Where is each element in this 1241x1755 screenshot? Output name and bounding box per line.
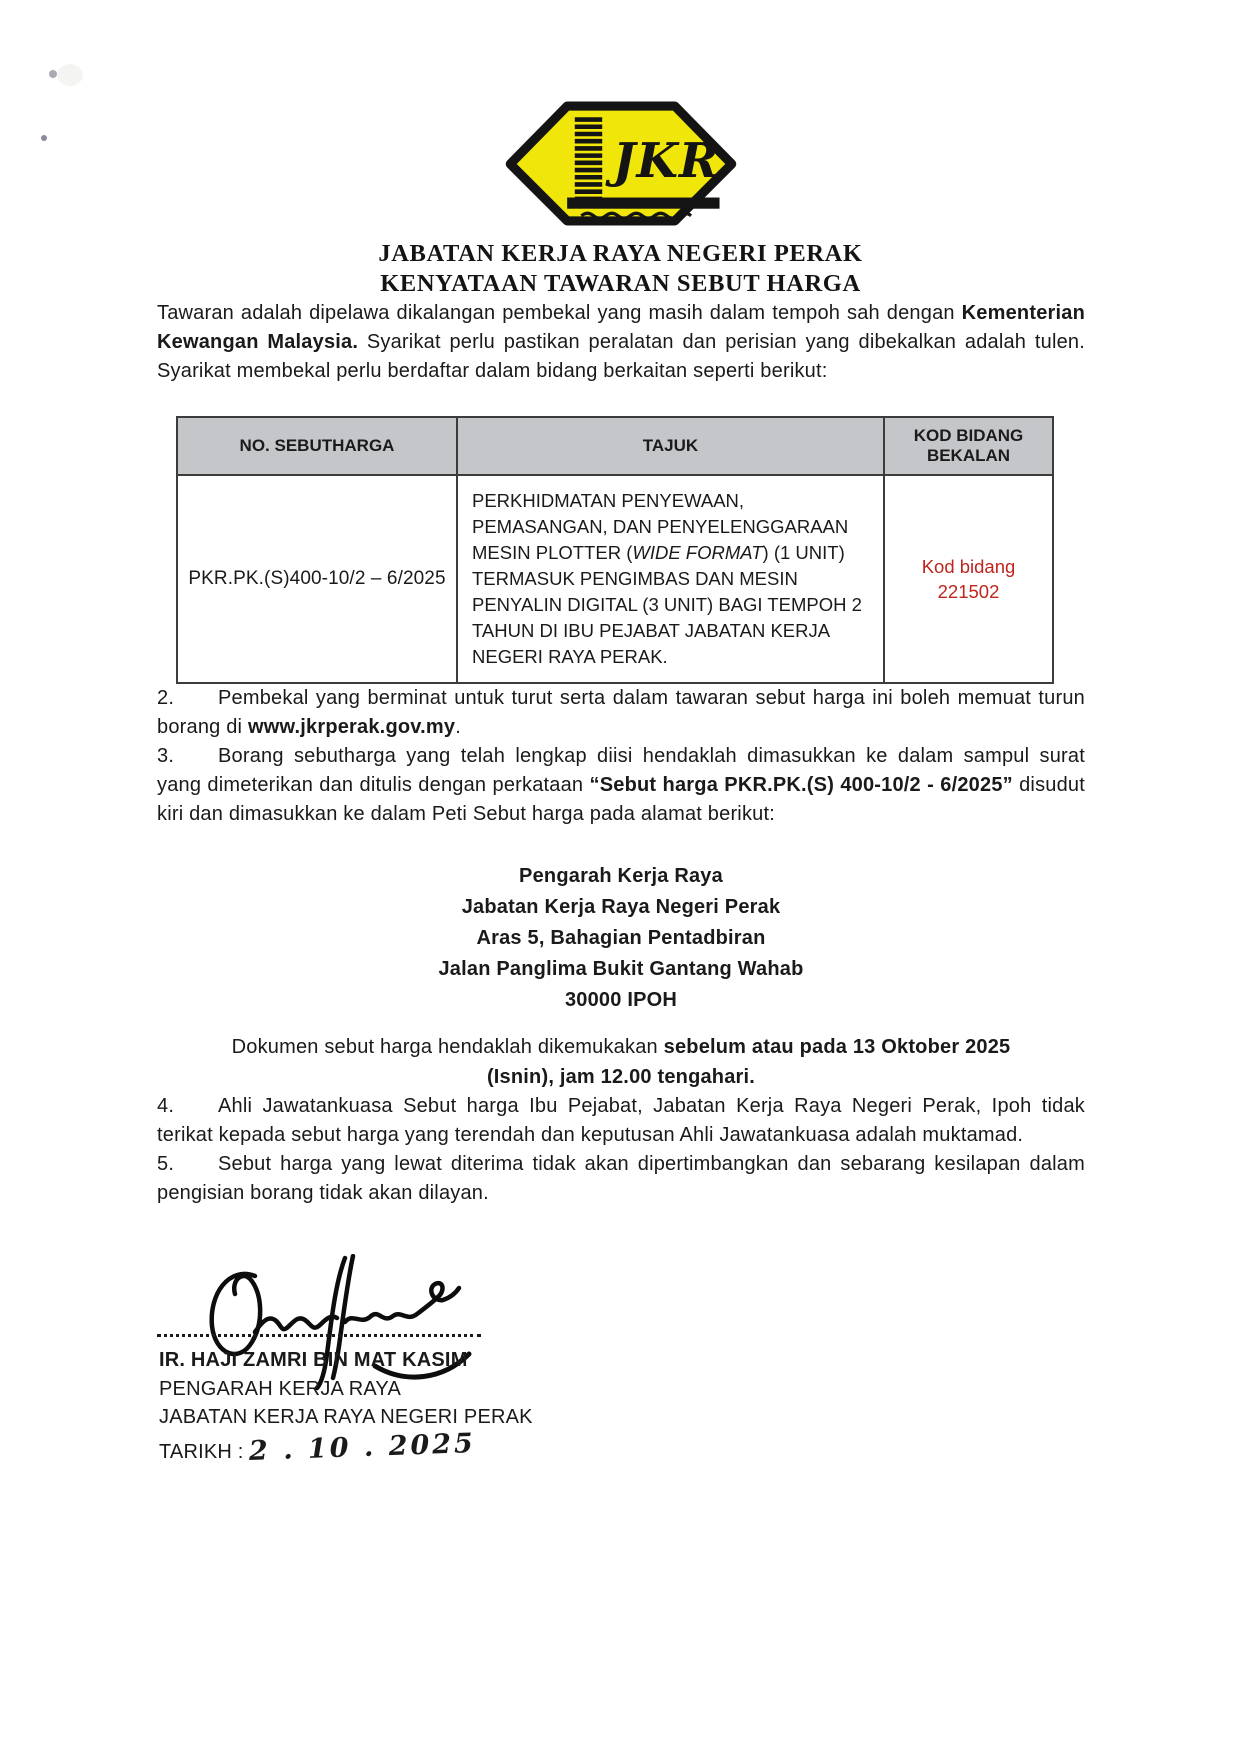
paragraph-number: 3. bbox=[157, 745, 175, 767]
deadline-date-bold: sebelum atau pada 13 Oktober 2025 bbox=[663, 1036, 1011, 1058]
website-url: www.jkrperak.gov.my bbox=[247, 716, 456, 738]
page-title-line1: JABATAN KERJA RAYA NEGERI PERAK bbox=[378, 240, 863, 267]
signatory-department: JABATAN KERJA RAYA NEGERI PERAK bbox=[159, 1406, 533, 1428]
address-block bbox=[157, 861, 1085, 1016]
intro-bold-ministry: Kementerian Kewangan Malaysia. bbox=[157, 302, 1085, 353]
tender-table bbox=[176, 416, 1054, 684]
logo-container bbox=[0, 0, 1241, 233]
address-line: Jalan Panglima Bukit Gantang Wahab bbox=[438, 958, 804, 980]
cell-tajuk bbox=[457, 475, 884, 683]
scan-speck bbox=[41, 135, 47, 141]
deadline-time-bold: (Isnin), jam 12.00 tengahari. bbox=[486, 1066, 756, 1088]
col-header-tajuk: TAJUK bbox=[457, 417, 884, 475]
paragraph-2 bbox=[157, 684, 1085, 742]
signatory-name: IR. HAJI ZAMRI BIN MAT KASIM bbox=[159, 1349, 468, 1371]
paragraph-text: disudut kiri dan dimasukkan ke dalam Peti Sebut harga pada alamat berikut: bbox=[157, 774, 1085, 825]
handwritten-date: 2 . 10 . 2025 bbox=[248, 1428, 477, 1467]
paragraph-5 bbox=[157, 1150, 1085, 1208]
kod-bidang-code: 221502 bbox=[937, 581, 1000, 602]
scan-speck bbox=[49, 70, 57, 78]
tajuk-italic-text: WIDE FORMAT bbox=[632, 542, 763, 563]
paragraph-text: Borang sebutharga yang telah lengkap diisi hendaklah dimasukkan ke dalam sampul surat yang dimeterikan dan ditulis dengan perkataan bbox=[157, 745, 1085, 796]
jkr-logo-icon bbox=[504, 100, 738, 228]
cell-no-sebutharga: PKR.PK.(S)400-10/2 – 6/2025 bbox=[177, 475, 457, 683]
intro-text: Tawaran adalah dipelawa dikalangan pembekal yang masih dalam tempoh sah dengan bbox=[157, 302, 962, 324]
address-line: Jabatan Kerja Raya Negeri Perak bbox=[461, 896, 781, 918]
paragraph-text: Ahli Jawatankuasa Sebut harga Ibu Pejabat, Jabatan Kerja Raya Negeri Perak, Ipoh tidak terikat kepada sebut harga yang terendah dan keputusan Ahli Jawatankuasa adalah muktamad. bbox=[157, 1095, 1085, 1146]
table-row bbox=[177, 475, 1053, 683]
deadline-text: Dokumen sebut harga hendaklah dikemukakan bbox=[231, 1036, 664, 1058]
address-line: Pengarah Kerja Raya bbox=[519, 865, 723, 887]
paragraph-4 bbox=[157, 1092, 1085, 1150]
date-label: TARIKH : bbox=[159, 1441, 244, 1463]
paragraph-number: 5. bbox=[157, 1153, 175, 1175]
deadline-note bbox=[157, 1032, 1085, 1092]
paragraph-text: . bbox=[455, 716, 461, 738]
intro-text: Syarikat perlu pastikan peralatan dan perisian yang dibekalkan adalah tulen. Syarikat membekal perlu berdaftar dalam bidang berkaitan seperti berikut: bbox=[157, 331, 1086, 382]
address-line: Aras 5, Bahagian Pentadbiran bbox=[476, 927, 766, 949]
document-title bbox=[0, 239, 1241, 299]
logo-base bbox=[567, 198, 719, 209]
address-line: 30000 IPOH bbox=[564, 989, 678, 1011]
signature-section bbox=[157, 1254, 1085, 1504]
document-body bbox=[0, 299, 1241, 1504]
col-header-kod-bidang: KOD BIDANG BEKALAN bbox=[884, 417, 1053, 475]
paragraph-text: Pembekal yang berminat untuk turut serta dalam tawaran sebut harga ini boleh memuat turun borang di bbox=[157, 687, 1085, 738]
table-header-row bbox=[177, 417, 1053, 475]
page-title-line2: KENYATAAN TAWARAN SEBUT HARGA bbox=[380, 270, 861, 297]
signature-dotted-line bbox=[157, 1334, 481, 1337]
paragraph-number: 2. bbox=[157, 687, 175, 709]
handwritten-signature bbox=[185, 1254, 485, 1394]
cell-kod-bidang bbox=[884, 475, 1053, 683]
kod-bidang-label: Kod bidang bbox=[921, 556, 1016, 577]
tajuk-text: PERKHIDMATAN PENYEWAAN, PEMASANGAN, DAN PENYELENGGARAAN MESIN PLOTTER ( bbox=[472, 490, 849, 563]
paragraph-3 bbox=[157, 742, 1085, 829]
intro-paragraph bbox=[157, 299, 1085, 386]
col-header-no-sebutharga: NO. SEBUTHARGA bbox=[177, 417, 457, 475]
paragraph-text: Sebut harga yang lewat diterima tidak akan dipertimbangkan dan sebarang kesilapan dalam pengisian borang tidak akan dilayan. bbox=[157, 1153, 1085, 1204]
quote-reference-bold: “Sebut harga PKR.PK.(S) 400-10/2 - 6/2025” bbox=[589, 774, 1013, 796]
date-line bbox=[159, 1428, 477, 1467]
logo-text: JKR bbox=[612, 133, 720, 190]
tajuk-text: ) (1 UNIT) TERMASUK PENGIMBAS DAN MESIN PENYALIN DIGITAL (3 UNIT) BAGI TEMPOH 2 TAHUN DI IBU PEJABAT JABATAN KERJA NEGERI RAYA PERAK. bbox=[472, 542, 862, 667]
paragraph-number: 4. bbox=[157, 1095, 175, 1117]
signatory-position: PENGARAH KERJA RAYA bbox=[159, 1378, 402, 1400]
